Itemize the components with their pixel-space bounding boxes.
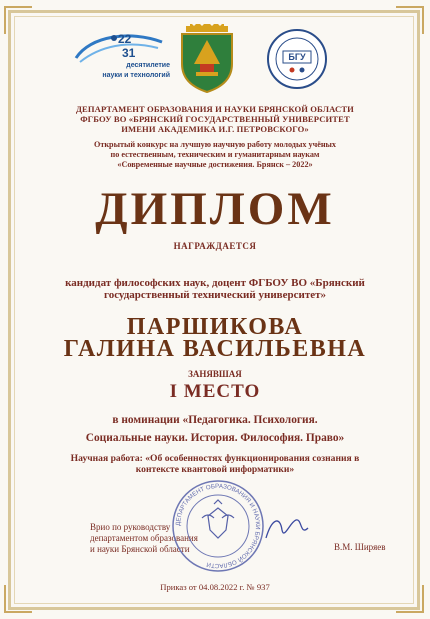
order-reference: Приказ от 04.08.2022 г. № 937: [160, 582, 270, 592]
place-value: I МЕСТО: [169, 381, 261, 402]
corner-ornament: [396, 6, 424, 34]
nomination-text: в номинации «Педагогика. Психология.: [112, 414, 318, 426]
took-label: ЗАНЯВШАЯ: [188, 369, 242, 379]
signatory-title: и науки Брянской области: [90, 544, 190, 554]
department-heading: ДЕПАРТАМЕНТ ОБРАЗОВАНИЯ И НАУКИ БРЯНСКОЙ ОБЛАСТИ: [76, 104, 354, 114]
recipient-position: кандидат философских наук, доцент ФГБОУ ВО «Брянский: [65, 277, 365, 289]
decade-caption: науки и технологий: [102, 72, 170, 79]
competition-description: по естественным, техническим и гуманитарным наукам: [110, 150, 320, 159]
university-heading: ФГБОУ ВО «БРЯНСКИЙ ГОСУДАРСТВЕННЫЙ УНИВЕРСИТЕТ: [80, 114, 350, 124]
nomination-text: Социальные науки. История. Философия. Право»: [85, 432, 345, 444]
decade-science-logo: [70, 28, 170, 88]
research-work-title: контексте квантовой информатики»: [135, 464, 295, 475]
svg-text:ДЕПАРТАМЕНТ ОБРАЗОВАНИЯ И НАУК: [175, 483, 261, 569]
recipient-surname: ПАРШИКОВА: [126, 314, 304, 340]
signatory-title: Врио по руководству: [90, 522, 171, 532]
corner-ornament: [4, 6, 32, 34]
decade-number-end: 31: [122, 46, 136, 60]
signatory-title: департаментом образования: [90, 533, 198, 543]
university-abbr: БГУ: [288, 52, 306, 62]
stamp-ring-text: ДЕПАРТАМЕНТ ОБРАЗОВАНИЯ И НАУКИ БРЯНСКОЙ ОБЛАСТИ: [174, 482, 262, 570]
coat-of-arms-icon: [176, 24, 238, 94]
research-work-title: Научная работа: «Об особенностях функционирования сознания в: [70, 453, 360, 464]
decade-caption: десятилетие: [126, 62, 170, 69]
handwritten-signature-icon: [262, 508, 312, 548]
university-logo-icon: [266, 28, 328, 90]
competition-title: «Современные научные достижения. Брянск – 2022»: [117, 160, 313, 169]
signatory-name: В.М. Ширяев: [334, 542, 386, 552]
diploma-title: ДИПЛОМ: [95, 183, 335, 235]
recipient-position: государственный технический университет»: [103, 289, 327, 301]
awarded-label: НАГРАЖДАЕТСЯ: [173, 241, 257, 251]
university-heading: ИМЕНИ АКАДЕМИКА И.Г. ПЕТРОВСКОГО»: [121, 124, 309, 134]
decade-number-start: 22: [118, 32, 132, 46]
recipient-given-name: ГАЛИНА ВАСИЛЬЕВНА: [63, 336, 367, 362]
competition-description: Открытый конкурс на лучшую научную работу молодых учёных: [93, 140, 337, 149]
official-stamp-icon: [170, 478, 266, 574]
